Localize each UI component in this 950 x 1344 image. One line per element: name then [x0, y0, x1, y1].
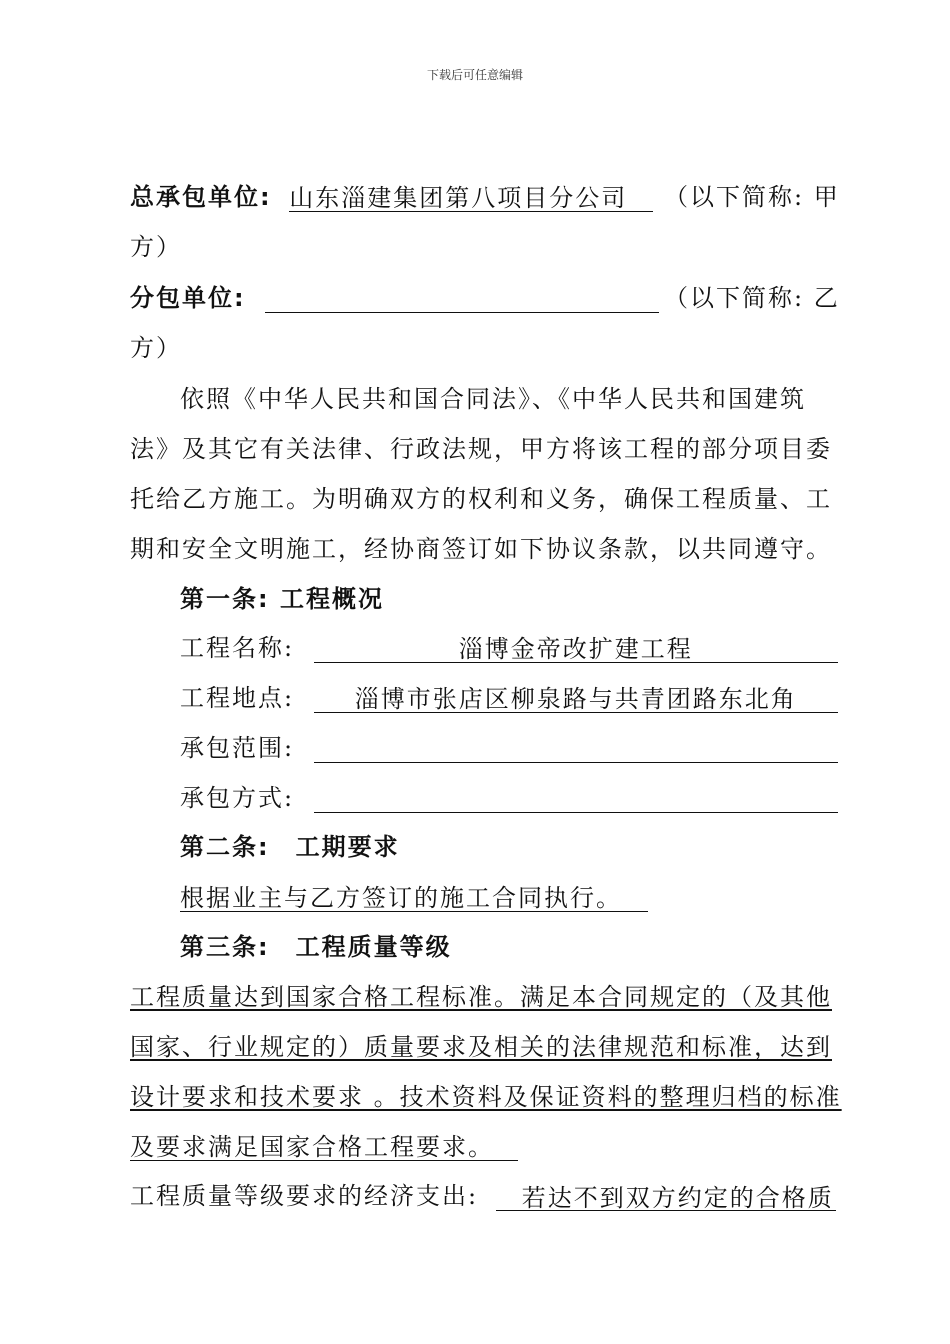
- subcontractor-line: [130, 283, 659, 313]
- article2-field: [180, 883, 648, 912]
- project-location-label: 工程地点:: [180, 684, 295, 712]
- article1-title: 第一条: 工程概况: [180, 585, 384, 613]
- abbr-a-line2: 方）: [130, 233, 182, 261]
- article2-title: 第二条: 工期要求: [180, 833, 400, 861]
- project-location-value: 淄博市张店区柳泉路与共青团路东北角: [354, 685, 797, 713]
- article3-title: 第三条: 工程质量等级: [180, 933, 452, 961]
- method-label: 承包方式:: [180, 784, 295, 812]
- subcontractor-blank: [265, 286, 659, 313]
- scope-line: [180, 733, 838, 763]
- preamble-line: 期和安全文明施工，经协商签订如下协议条款，以共同遵守。: [130, 535, 832, 563]
- article3-line: 国家、行业规定的）质量要求及相关的法律规范和标准，达到: [130, 1033, 832, 1061]
- article3-line: 设计要求和技术要求 。技术资料及保证资料的整理归档的标准: [130, 1083, 842, 1111]
- article2-text: [180, 882, 648, 912]
- project-name-label: 工程名称:: [180, 634, 295, 662]
- quality-cost-field: [496, 1183, 836, 1211]
- quality-cost-line: [130, 1181, 836, 1211]
- subcontractor-label: 分包单位:: [130, 284, 246, 312]
- preamble-line: 依照《中华人民共和国合同法》、《中华人民共和国建筑: [180, 385, 806, 413]
- article3-line-last: [130, 1131, 518, 1161]
- preamble-line: 托给乙方施工。为明确双方的权利和义务，确保工程质量、工: [130, 485, 832, 513]
- project-location-field: [314, 684, 838, 713]
- scope-label: 承包范围:: [180, 734, 295, 762]
- contractor-field: [289, 183, 653, 212]
- contractor-value: 山东淄建集团第八项目分公司: [289, 184, 628, 212]
- abbr-b-line2: 方）: [130, 334, 182, 362]
- project-name-value: 淄博金帝改扩建工程: [458, 635, 693, 663]
- project-name-line: [180, 633, 838, 663]
- article3-last-value: 及要求满足国家合格工程要求。: [130, 1133, 494, 1161]
- project-name-field: [314, 634, 838, 663]
- project-location-line: [180, 683, 838, 713]
- article3-last-field: [130, 1132, 518, 1161]
- method-line: [180, 783, 838, 813]
- preamble-line: 法》及其它有关法律、行政法规，甲方将该工程的部分项目委: [130, 435, 832, 463]
- method-blank: [314, 786, 838, 813]
- scope-blank: [314, 736, 838, 763]
- article3-line: 工程质量达到国家合格工程标准。满足本合同规定的（及其他: [130, 983, 832, 1011]
- contractor-label: 总承包单位:: [130, 183, 272, 211]
- article2-value: 根据业主与乙方签订的施工合同执行。: [180, 884, 622, 912]
- page-header: 下载后可任意编辑: [426, 68, 523, 82]
- abbr-b-line1: （以下简称: 乙: [664, 284, 840, 312]
- contractor-line: [130, 182, 653, 212]
- quality-cost-label: 工程质量等级要求的经济支出:: [130, 1182, 479, 1210]
- quality-cost-value: 若达不到双方约定的合格质: [521, 1184, 834, 1212]
- abbr-a-line1: （以下简称: 甲: [664, 183, 840, 211]
